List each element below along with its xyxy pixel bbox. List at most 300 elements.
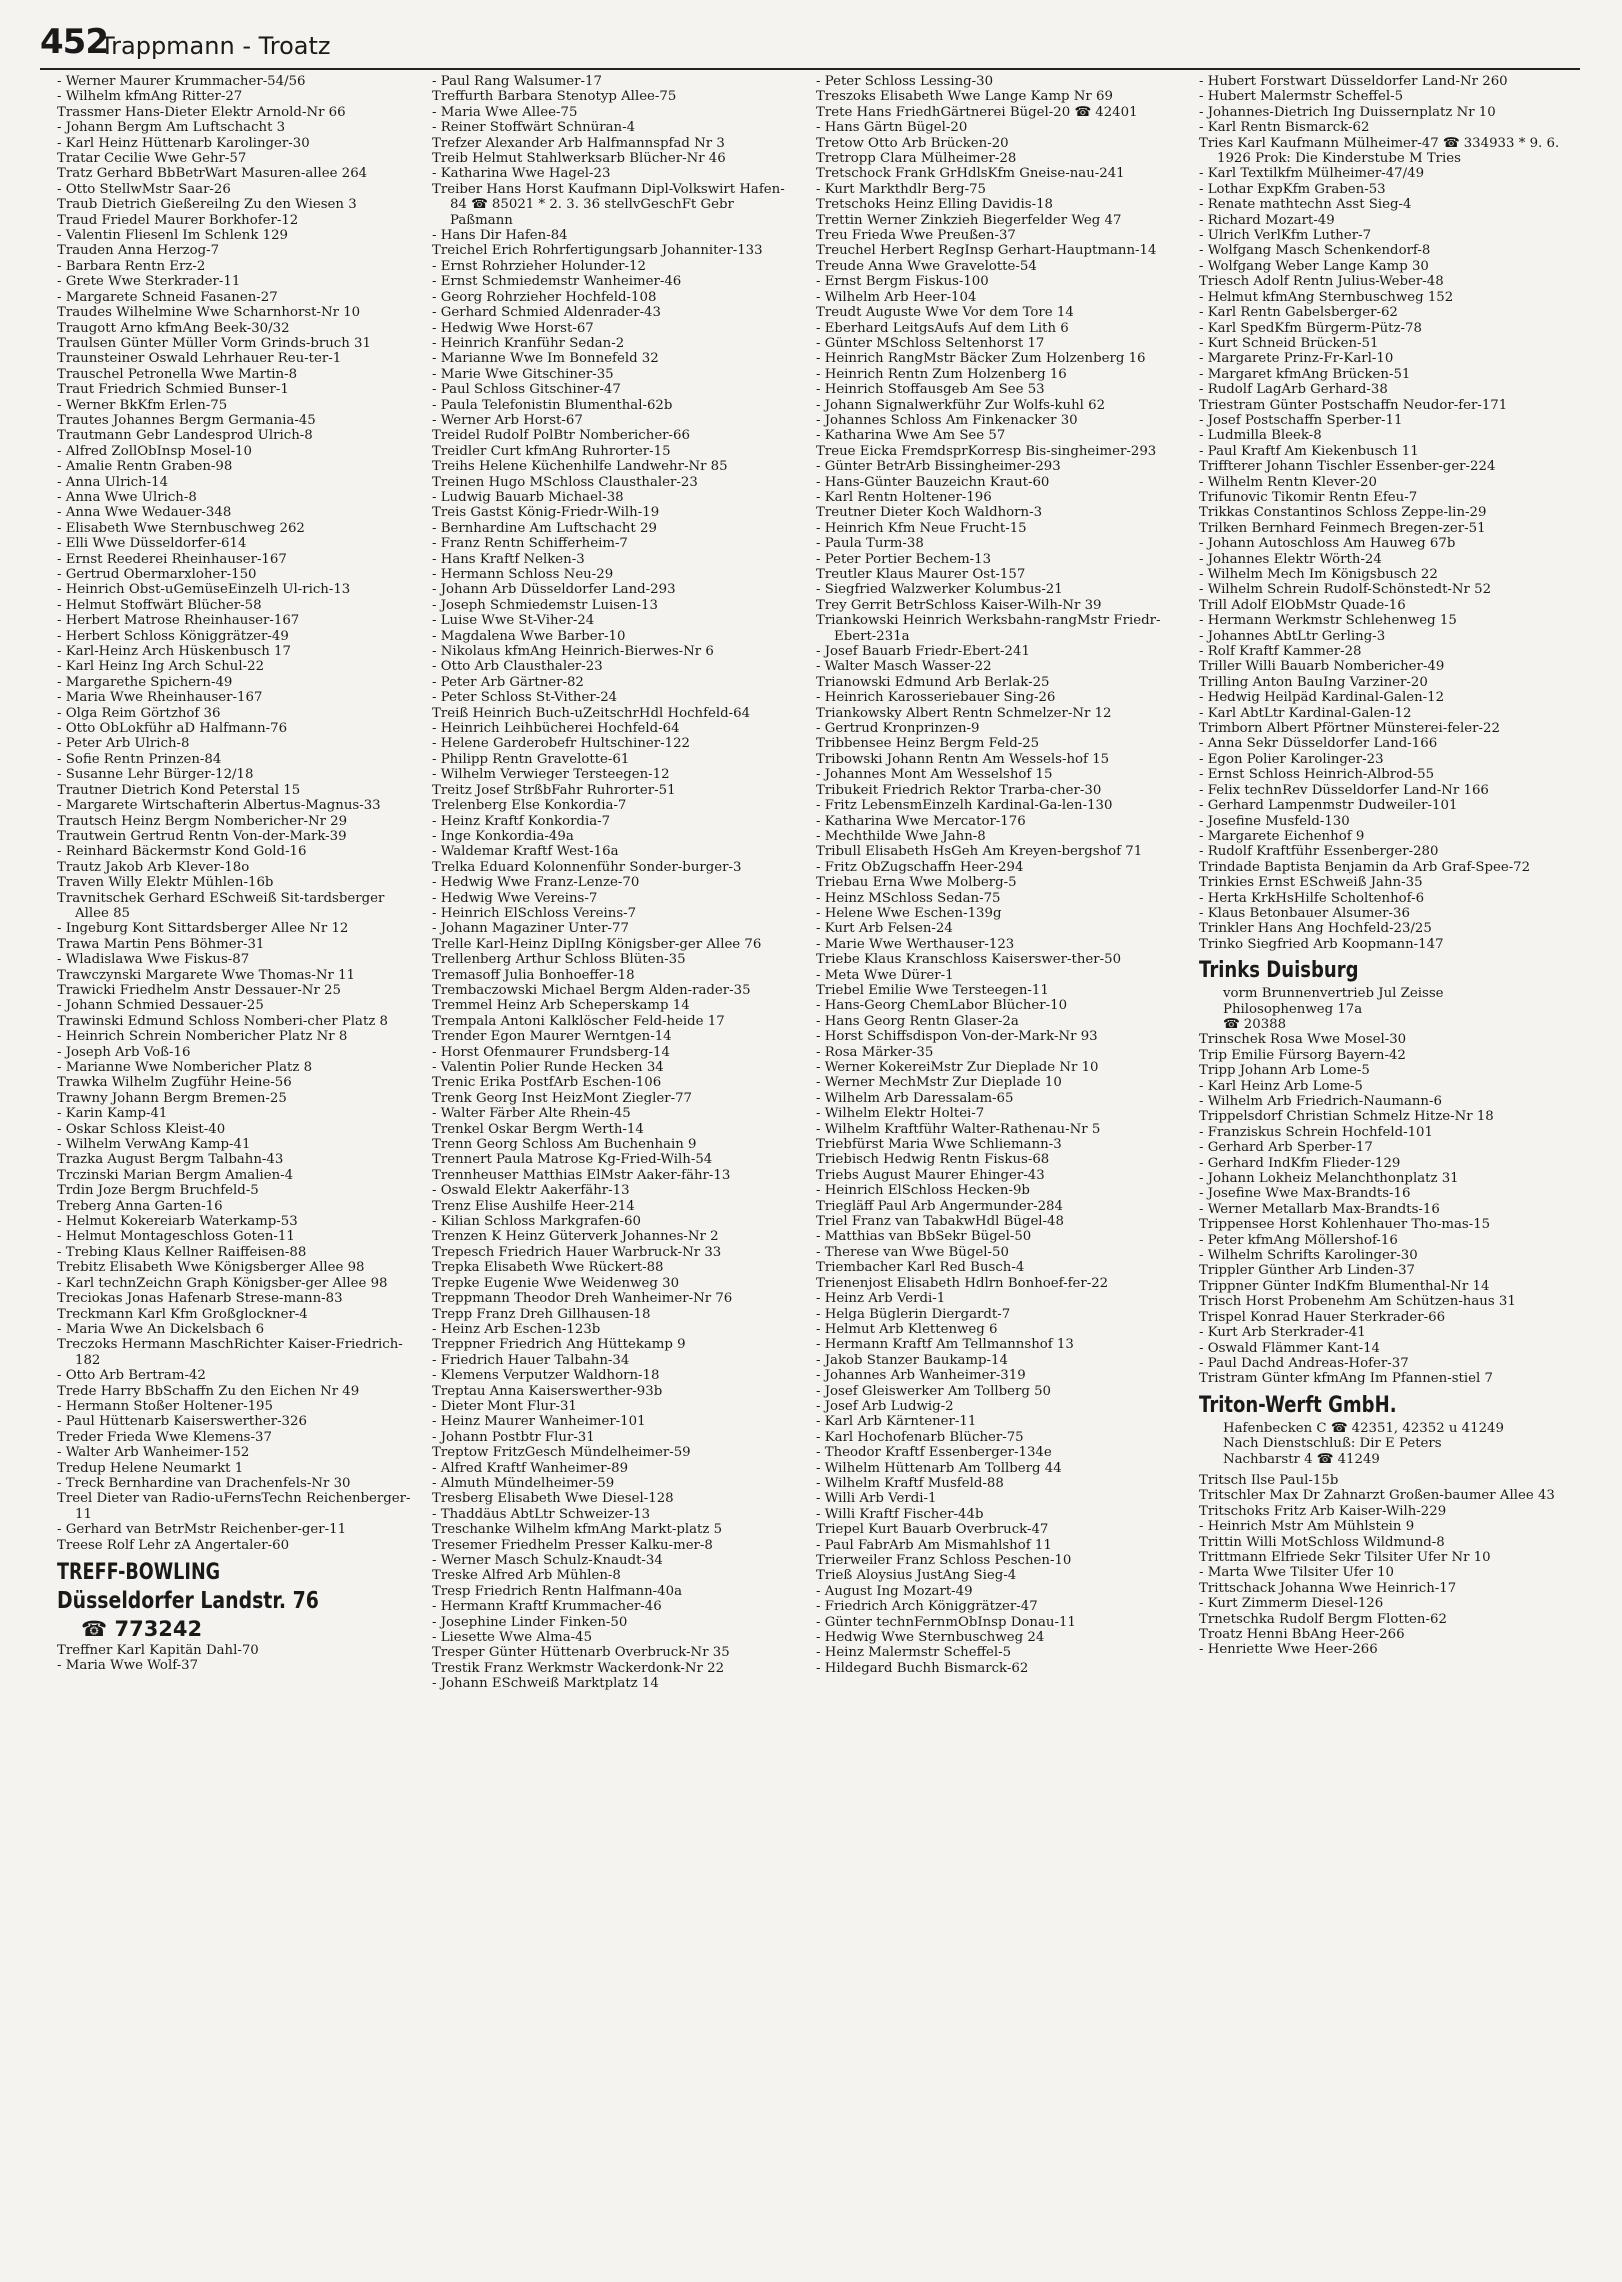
directory-entry: - Johann Postbtr Flur-31: [432, 1429, 595, 1445]
directory-entry: Trippelsdorf Christian Schmelz Hitze-Nr 18: [1199, 1109, 1494, 1125]
directory-entry: - Hubert Malermstr Scheffel-5: [1199, 89, 1404, 105]
directory-entry: Trender Egon Maurer Werntgen-14: [432, 1029, 672, 1045]
directory-entry: - Hans Kraftf Nelken-3: [432, 551, 585, 567]
directory-entry: - Johann Arb Düsseldorfer Land-293: [432, 582, 676, 598]
directory-entry: - Johann Autoschloss Am Hauweg 67b: [1199, 536, 1456, 552]
directory-entry: - Heinrich Kranführ Sedan-2: [432, 335, 625, 351]
directory-entry: - Hermann Schloss Neu-29: [432, 567, 614, 582]
directory-entry: - Karin Kamp-41: [57, 1106, 168, 1122]
directory-entry: - Marianne Wwe Nombericher Platz 8: [57, 1060, 313, 1075]
directory-entry: Trautner Dietrich Kond Peterstal 15: [57, 782, 301, 798]
directory-entry: - Maria Wwe Wolf-37: [57, 1658, 199, 1674]
directory-entry: Trefzer Alexander Arb Halfmannspfad Nr 3: [432, 135, 725, 151]
directory-entry: Trestik Franz Werkmstr Wackerdonk-Nr 22: [432, 1660, 725, 1676]
directory-entry: Tries Karl Kaufmann Mülheimer-47 ☎ 334933 * 9. 6. 1926 Prok: Die Kinderstube M Tries: [1199, 135, 1560, 167]
directory-entry: Tribukeit Friedrich Rektor Trarba-cher-30: [816, 782, 1102, 798]
directory-entry: - Amalie Rentn Graben-98: [57, 459, 233, 475]
directory-entry: - Renate mathtechn Asst Sieg-4: [1199, 197, 1412, 213]
directory-entry: - Fritz LebensmEinzelh Kardinal-Ga-len-130: [816, 798, 1113, 814]
directory-entry: Trelka Eduard Kolonnenführ Sonder-burger-3: [432, 859, 742, 875]
directory-entry: - Wilhelm Schrein Rudolf-Schönstedt-Nr 52: [1199, 582, 1492, 598]
directory-entry: Trinko Siegfried Arb Koopmann-147: [1199, 936, 1444, 952]
directory-entry: - Hans Dir Hafen-84: [432, 228, 568, 244]
directory-entry: Tristram Günter kfmAng Im Pfannen-stiel 7: [1199, 1371, 1493, 1387]
directory-entry: Triller Willi Bauarb Nombericher-49: [1199, 659, 1445, 675]
directory-entry: Triankowski Heinrich Werksbahn-rangMstr Friedr-Ebert-231a: [816, 613, 1161, 644]
directory-entry: - Barbara Rentn Erz-2: [57, 258, 206, 274]
directory-entry: - Oskar Schloss Kleist-40: [57, 1121, 226, 1137]
directory-entry: - Heinz Maurer Wanheimer-101: [432, 1414, 646, 1430]
directory-entry: - Hedwig Heilpäd Kardinal-Galen-12: [1199, 690, 1445, 706]
directory-entry: - Ernst Schloss Heinrich-Albrod-55: [1199, 767, 1435, 783]
directory-entry: - Gerhard Arb Sperber-17: [1199, 1140, 1373, 1156]
directory-entry: - Maria Wwe Rheinhauser-167: [57, 690, 263, 706]
directory-entry: - August Ing Mozart-49: [816, 1583, 973, 1599]
directory-entry: - Heinrich Rentn Zum Holzenberg 16: [816, 366, 1067, 382]
directory-entry: - Theodor Kraftf Essenberger-134e: [816, 1445, 1052, 1461]
directory-entry: - Wolfgang Masch Schenkendorf-8: [1199, 243, 1431, 259]
directory-entry: Treel Dieter van Radio-uFernsTechn Reichenberger-11: [57, 1491, 411, 1522]
directory-entry: Traudes Wilhelmine Wwe Scharnhorst-Nr 10: [57, 305, 361, 321]
directory-entry: - Hedwig Wwe Horst-67: [432, 320, 594, 336]
directory-entry: - Hans Gärtn Bügel-20: [816, 120, 968, 136]
directory-entry: - Kurt Arb Felsen-24: [816, 921, 953, 937]
directory-entry: Trindade Baptista Benjamin da Arb Graf-Spee-72: [1199, 859, 1531, 875]
directory-entry: - Elisabeth Wwe Sternbuschweg 262: [57, 520, 305, 536]
directory-entry: Traub Dietrich Gießereilng Zu den Wiesen 3: [57, 197, 357, 213]
directory-entry: - Paul Rang Walsumer-17: [432, 74, 602, 89]
directory-entry: Treutner Dieter Koch Waldhorn-3: [816, 505, 1043, 521]
directory-entry: Trip Emilie Fürsorg Bayern-42: [1199, 1047, 1406, 1063]
directory-entry: - Günter technFernmObInsp Donau-11: [816, 1614, 1076, 1630]
directory-entry: - Horst Ofenmaurer Frundsberg-14: [432, 1044, 670, 1060]
directory-entry: - Marie Wwe Werthauser-123: [816, 936, 1015, 952]
triton-ad-line: Nachbarstr 4 ☎ 41249: [1223, 1451, 1380, 1467]
directory-entry: - Johannes AbtLtr Gerling-3: [1199, 628, 1386, 644]
directory-entry: - Wilhelm Kraftführ Walter-Rathenau-Nr 5: [816, 1121, 1101, 1137]
entry-list: [57, 1643, 422, 1674]
directory-entry: - Josef Arb Ludwig-2: [816, 1398, 954, 1414]
directory-entry: Trierweiler Franz Schloss Peschen-10: [816, 1553, 1072, 1568]
directory-entry: - Johann Schmied Dessauer-25: [57, 998, 264, 1014]
directory-entry: Trisch Horst Probenehm Am Schützen-haus 31: [1199, 1294, 1516, 1310]
directory-entry: Trautmann Gebr Landesprod Ulrich-8: [57, 428, 313, 444]
directory-entry: - Werner Arb Horst-67: [432, 412, 583, 428]
directory-entry: - Johannes Mont Am Wesselshof 15: [816, 767, 1053, 783]
directory-entry: - Willi Arb Verdi-1: [816, 1491, 937, 1507]
entry-list: [432, 74, 797, 1692]
directory-entry: Treffner Karl Kapitän Dahl-70: [57, 1643, 259, 1658]
directory-entry: - Werner KokereiMstr Zur Dieplade Nr 10: [816, 1060, 1099, 1075]
directory-entry: - Ernst Schmiedemstr Wanheimer-46: [432, 274, 682, 290]
directory-entry: - Peter Schloss St-Vither-24: [432, 690, 618, 706]
entry-list: [816, 74, 1181, 1676]
directory-entry: Trauschel Petronella Wwe Martin-8: [57, 366, 298, 382]
directory-entry: Treue Eicka FremdsprKorresp Bis-singheimer-293: [816, 443, 1157, 459]
page-number: 452: [40, 22, 108, 62]
directory-entry: - Luise Wwe St-Viher-24: [432, 613, 595, 629]
directory-entry: - Johannes-Dietrich Ing Duissernplatz Nr 10: [1199, 104, 1496, 120]
directory-entry: Treckmann Karl Kfm Großglockner-4: [57, 1306, 308, 1322]
directory-entry: - Günter MSchloss Seltenhorst 17: [816, 335, 1045, 351]
directory-entry: Trauden Anna Herzog-7: [57, 243, 220, 259]
directory-entry: - Paul Dachd Andreas-Hofer-37: [1199, 1355, 1409, 1371]
directory-entry: - Heinz MSchloss Sedan-75: [816, 890, 1001, 906]
directory-entry: Trautz Jakob Arb Klever-18o: [57, 859, 250, 875]
directory-entry: Trebitz Elisabeth Wwe Königsberger Allee 98: [57, 1260, 365, 1276]
directory-entry: - Gerhard van BetrMstr Reichenber-ger-11: [57, 1522, 347, 1538]
directory-entry: - Fritz ObZugschaffn Heer-294: [816, 859, 1024, 875]
directory-entry: - Magdalena Wwe Barber-10: [432, 628, 626, 644]
directory-entry: Triepel Kurt Bauarb Overbruck-47: [816, 1522, 1049, 1538]
directory-entry: Trepke Eugenie Wwe Weidenweg 30: [432, 1275, 680, 1291]
directory-entry: - Maria Wwe An Dickelsbach 6: [57, 1321, 265, 1337]
directory-entry: - Hans-Günter Bauzeichn Kraut-60: [816, 474, 1050, 490]
directory-entry: Trawczynski Margarete Wwe Thomas-Nr 11: [57, 967, 355, 983]
directory-entry: Treiber Hans Horst Kaufmann Dipl-Volkswirt Hafen-84 ☎ 85021 * 2. 3. 36 stellvGeschFt Gebr Paßmann: [432, 181, 785, 228]
directory-entry: - Matthias van BbSekr Bügel-50: [816, 1229, 1032, 1245]
directory-entry: - Heinrich RangMstr Bäcker Zum Holzenberg 16: [816, 351, 1146, 367]
directory-entry: - Johann Lokheiz Melanchthonplatz 31: [1199, 1171, 1459, 1187]
directory-entry: Tresper Günter Hüttenarb Overbruck-Nr 35: [432, 1645, 730, 1661]
directory-entry: - Peter Schloss Lessing-30: [816, 74, 994, 89]
directory-entry: - Liesette Wwe Alma-45: [432, 1630, 593, 1646]
directory-entry: Traulsen Günter Müller Vorm Grinds-bruch 31: [57, 335, 371, 351]
directory-entry: Treppner Friedrich Ang Hüttekamp 9: [432, 1337, 686, 1353]
directory-entry: Trienenjost Elisabeth Hdlrn Bonhoef-fer-22: [816, 1275, 1109, 1291]
directory-entry: - Ernst Rohrzieher Holunder-12: [432, 258, 646, 274]
column-1: [57, 74, 422, 2269]
directory-entry: - Heinrich Schrein Nombericher Platz Nr 8: [57, 1029, 348, 1045]
directory-entry: Trimborn Albert Pförtner Münsterei-feler-22: [1199, 721, 1500, 737]
directory-entry: Trilken Bernhard Feinmech Bregen-zer-51: [1199, 520, 1486, 536]
directory-entry: - Heinz Kraftf Konkordia-7: [432, 813, 611, 829]
directory-entry: - Karl Heinz Arb Lome-5: [1199, 1078, 1363, 1094]
directory-entry: - Hermann Stoßer Holtener-195: [57, 1398, 273, 1414]
directory-entry: - Elli Wwe Düsseldorfer-614: [57, 536, 247, 552]
directory-entry: Triel Franz van TabakwHdl Bügel-48: [816, 1214, 1064, 1230]
directory-entry: Trennert Paula Matrose Kg-Fried-Wilh-54: [432, 1152, 713, 1168]
directory-entry: - Treck Bernhardine van Drachenfels-Nr 30: [57, 1475, 351, 1491]
directory-entry: - Ludmilla Bleek-8: [1199, 428, 1322, 444]
directory-entry: - Rudolf Kraftführ Essenberger-280: [1199, 844, 1439, 860]
directory-entry: - Wilhelm Hüttenarb Am Tollberg 44: [816, 1460, 1062, 1476]
directory-entry: Tritsch Ilse Paul-15b: [1199, 1472, 1339, 1488]
directory-entry: - Peter Arb Gärtner-82: [432, 674, 584, 690]
directory-entry: Triebe Klaus Kranschloss Kaiserswer-ther-50: [816, 952, 1122, 968]
directory-entry: Tresp Friedrich Rentn Halfmann-40a: [432, 1583, 682, 1599]
directory-entry: - Henriette Wwe Heer-266: [1199, 1642, 1378, 1658]
directory-entry: - Anna Sekr Düsseldorfer Land-166: [1199, 736, 1438, 752]
directory-entry: - Heinz Arb Verdi-1: [816, 1291, 946, 1307]
directory-entry: Tretow Otto Arb Brücken-20: [816, 135, 1009, 151]
column-2: [432, 74, 797, 2269]
entry-list: [57, 74, 422, 1553]
directory-entry: - Philipp Rentn Gravelotte-61: [432, 751, 630, 767]
directory-entry: Traut Friedrich Schmied Bunser-1: [57, 382, 289, 398]
directory-entry: - Wilhelm Elektr Holtei-7: [816, 1106, 985, 1122]
directory-entry: Trembaczowski Michael Bergm Alden-rader-35: [432, 982, 751, 998]
directory-entry: Tresberg Elisabeth Wwe Diesel-128: [432, 1491, 674, 1507]
directory-entry: - Werner Metallarb Max-Brandts-16: [1199, 1201, 1440, 1217]
directory-entry: - Josef Gleiswerker Am Tollberg 50: [816, 1383, 1052, 1399]
directory-entry: - Wilhelm Verwieger Tersteegen-12: [432, 767, 670, 783]
directory-entry: - Herbert Schloss Königgrätzer-49: [57, 628, 289, 644]
directory-entry: - Paula Telefonistin Blumenthal-62b: [432, 397, 673, 413]
directory-entry: Trawka Wilhelm Zugführ Heine-56: [57, 1075, 292, 1091]
directory-entry: Treis Gastst König-Friedr-Wilh-19: [432, 505, 660, 521]
directory-entry: Treder Frieda Wwe Klemens-37: [57, 1429, 272, 1445]
directory-entry: Treichel Erich Rohrfertigungsarb Johanniter-133: [432, 243, 763, 259]
directory-entry: - Kurt Zimmerm Diesel-126: [1199, 1596, 1384, 1612]
directory-entry: - Rosa Märker-35: [816, 1044, 934, 1060]
directory-entry: - Katharina Wwe Mercator-176: [816, 813, 1026, 829]
directory-entry: - Heinrich Obst-uGemüseEinzelh Ul-rich-13: [57, 582, 351, 598]
directory-entry: Tratz Gerhard BbBetrWart Masuren-allee 264: [57, 166, 368, 182]
directory-entry: - Karl Textilkfm Mülheimer-47/49: [1199, 166, 1425, 182]
directory-entry: - Heinrich Leihbücherei Hochfeld-64: [432, 721, 680, 737]
directory-entry: - Johann ESchweiß Marktplatz 14: [432, 1676, 659, 1692]
directory-entry: - Ernst Bergm Fiskus-100: [816, 274, 989, 290]
directory-entry: - Helga Büglerin Diergardt-7: [816, 1306, 1011, 1322]
directory-entry: - Marianne Wwe Im Bonnefeld 32: [432, 351, 659, 367]
directory-entry: - Lothar ExpKfm Graben-53: [1199, 181, 1386, 197]
directory-entry: - Hermann Kraftf Am Tellmannshof 13: [816, 1337, 1074, 1353]
directory-entry: Trikkas Constantinos Schloss Zeppe-lin-29: [1199, 505, 1487, 521]
directory-entry: Treutler Klaus Maurer Ost-157: [816, 567, 1026, 582]
directory-entry: Treu Frieda Wwe Preußen-37: [816, 228, 1016, 244]
directory-entry: - Karl AbtLtr Kardinal-Galen-12: [1199, 705, 1412, 721]
bowling-ad-phone: ☎ 773242: [81, 1617, 203, 1641]
directory-entry: Treptau Anna Kaiserswerther-93b: [432, 1383, 663, 1399]
directory-entry: - Ingeburg Kont Sittardsberger Allee Nr 12: [57, 921, 349, 937]
entry-list: [1199, 74, 1564, 952]
directory-entry: - Ulrich VerlKfm Luther-7: [1199, 228, 1372, 244]
bowling-ad-name: TREFF-BOWLING: [57, 1560, 221, 1585]
triton-ad-line: Hafenbecken C ☎ 42351, 42352 u 41249: [1223, 1420, 1504, 1436]
directory-entry: Trnetschka Rudolf Bergm Flotten-62: [1199, 1611, 1447, 1627]
directory-entry: - Katharina Wwe Am See 57: [816, 428, 1006, 444]
directory-entry: - Johann Signalwerkführ Zur Wolfs-kuhl 62: [816, 397, 1106, 413]
directory-entry: - Wilhelm Arb Daressalam-65: [816, 1090, 1014, 1106]
directory-entry: - Hedwig Wwe Sternbuschweg 24: [816, 1630, 1045, 1646]
directory-entry: - Kurt Markthdlr Berg-75: [816, 181, 986, 197]
entry-list: [1199, 1032, 1564, 1386]
directory-entry: - Helmut Stoffwärt Blücher-58: [57, 597, 262, 613]
directory-entry: - Hedwig Wwe Vereins-7: [432, 890, 598, 906]
directory-entry: - Karl-Heinz Arch Hüskenbusch 17: [57, 644, 291, 660]
directory-entry: Trispel Konrad Hauer Sterkrader-66: [1199, 1309, 1446, 1325]
directory-entry: - Karl Hochofenarb Blücher-75: [816, 1429, 1024, 1445]
directory-entry: Trianowski Edmund Arb Berlak-25: [816, 674, 1050, 690]
directory-entry: - Trebing Klaus Kellner Raiffeisen-88: [57, 1244, 307, 1260]
directory-entry: - Heinrich Kfm Neue Frucht-15: [816, 520, 1027, 536]
directory-entry: - Walter Arb Wanheimer-152: [57, 1445, 250, 1461]
directory-entry: Treude Anna Wwe Gravelotte-54: [816, 258, 1037, 274]
directory-entry: Trazka August Bergm Talbahn-43: [57, 1152, 284, 1168]
directory-entry: - Susanne Lehr Bürger-12/18: [57, 767, 254, 783]
directory-entry: - Wilhelm Schrifts Karolinger-30: [1199, 1248, 1418, 1264]
directory-entry: - Paula Turm-38: [816, 536, 924, 552]
directory-entry: Trelenberg Else Konkordia-7: [432, 798, 627, 814]
directory-entry: - Richard Mozart-49: [1199, 212, 1335, 228]
directory-entry: - Heinz Malermstr Scheffel-5: [816, 1645, 1012, 1661]
directory-entry: Trede Harry BbSchaffn Zu den Eichen Nr 49: [57, 1383, 360, 1399]
directory-entry: Trennheuser Matthias ElMstr Aaker-fähr-13: [432, 1167, 731, 1183]
directory-entry: Trittmann Elfriede Sekr Tilsiter Ufer Nr 10: [1199, 1549, 1491, 1565]
directory-entry: - Paul Kraftf Am Kiekenbusch 11: [1199, 443, 1419, 459]
directory-entry: - Marta Wwe Tilsiter Ufer 10: [1199, 1565, 1395, 1581]
directory-entry: Trinschek Rosa Wwe Mosel-30: [1199, 1032, 1407, 1048]
directory-entry: Tretschock Frank GrHdlsKfm Gneise-nau-241: [816, 166, 1125, 182]
directory-entry: - Karl technZeichn Graph Königsber-ger Allee 98: [57, 1275, 388, 1291]
directory-entry: - Margarete Eichenhof 9: [1199, 828, 1365, 844]
directory-entry: Triebs August Maurer Ehinger-43: [816, 1167, 1045, 1183]
directory-entry: Trippensee Horst Kohlenhauer Tho-mas-15: [1199, 1217, 1491, 1233]
directory-entry: - Horst Schiffsdispon Von-der-Mark-Nr 93: [816, 1029, 1098, 1045]
directory-entry: - Johannes Elektr Wörth-24: [1199, 551, 1382, 567]
directory-entry: Triebisch Hedwig Rentn Fiskus-68: [816, 1152, 1050, 1168]
directory-entry: Trelle Karl-Heinz DiplIng Königsber-ger Allee 76: [432, 936, 762, 952]
directory-entry: Trdin Joze Bergm Bruchfeld-5: [57, 1183, 259, 1199]
directory-entry: - Helene Garderobefr Hultschiner-122: [432, 736, 691, 752]
directory-entry: Trenn Georg Schloss Am Buchenhain 9: [432, 1137, 697, 1153]
directory-entry: - Hedwig Wwe Franz-Lenze-70: [432, 875, 640, 891]
directory-entry: Treidel Rudolf PolBtr Nombericher-66: [432, 428, 690, 444]
directory-entry: - Helmut Montageschloss Goten-11: [57, 1229, 295, 1245]
triton-ad-name: Triton-Werft GmbH.: [1199, 1392, 1397, 1418]
directory-entry: Tripp Johann Arb Lome-5: [1199, 1063, 1370, 1079]
directory-entry: - Gertrud Kronprinzen-9: [816, 721, 980, 737]
directory-entry: Tritschler Max Dr Zahnarzt Großen-baumer Allee 43: [1199, 1488, 1555, 1504]
directory-entry: - Karl Rentn Gabelsberger-62: [1199, 305, 1398, 321]
directory-entry: - Mechthilde Wwe Jahn-8: [816, 828, 986, 844]
directory-entry: - Ernst Reederei Rheinhauser-167: [57, 551, 287, 567]
page-header: [40, 20, 1580, 70]
directory-entry: Trieß Aloysius JustAng Sieg-4: [816, 1568, 1017, 1584]
page-range: Trappmann - Troatz: [100, 32, 331, 60]
directory-entry: - Herta KrkHsHilfe Scholtenhof-6: [1199, 890, 1425, 906]
directory-entry: - Hans-Georg ChemLabor Blücher-10: [816, 998, 1068, 1014]
directory-entry: - Heinrich Karosseriebauer Sing-26: [816, 690, 1056, 706]
directory-entry: - Oswald Elektr Aakerfähr-13: [432, 1183, 630, 1199]
directory-entry: - Gerhard IndKfm Flieder-129: [1199, 1155, 1401, 1171]
directory-entry: Tredup Helene Neumarkt 1: [57, 1460, 244, 1476]
directory-entry: - Katharina Wwe Hagel-23: [432, 166, 611, 182]
directory-entry: Treberg Anna Garten-16: [57, 1198, 223, 1214]
directory-entry: - Georg Rohrzieher Hochfeld-108: [432, 289, 657, 305]
directory-entry: - Friedrich Hauer Talbahn-34: [432, 1352, 630, 1368]
directory-entry: Triebau Erna Wwe Molberg-5: [816, 875, 1017, 891]
directory-entry: - Hubert Forstwart Düsseldorfer Land-Nr 260: [1199, 74, 1508, 89]
directory-entry: - Walter Masch Wasser-22: [816, 659, 992, 675]
directory-entry: - Oswald Flämmer Kant-14: [1199, 1340, 1381, 1356]
directory-entry: Trepesch Friedrich Hauer Warbruck-Nr 33: [432, 1244, 722, 1260]
directory-entry: - Kilian Schloss Markgrafen-60: [432, 1214, 641, 1230]
directory-entry: - Kurt Schneid Brücken-51: [1199, 335, 1379, 351]
trinks-ad-line: vorm Brunnenvertrieb Jul Zeisse: [1223, 986, 1444, 1002]
directory-entry: - Wilhelm kfmAng Ritter-27: [57, 89, 243, 105]
directory-entry: Trinkler Hans Ang Hochfeld-23/25: [1199, 921, 1432, 937]
directory-entry: - Maria Wwe Allee-75: [432, 104, 578, 120]
directory-entry: - Wilhelm Arb Friedrich-Naumann-6: [1199, 1094, 1442, 1109]
directory-entry: Tratar Cecilie Wwe Gehr-57: [57, 151, 247, 167]
directory-entry: Traven Willy Elektr Mühlen-16b: [57, 875, 274, 891]
directory-entry: Trenz Elise Aushilfe Heer-214: [432, 1198, 635, 1214]
directory-entry: - Eberhard LeitgsAufs Auf dem Lith 6: [816, 320, 1069, 336]
directory-entry: Tribowski Johann Rentn Am Wessels-hof 15: [816, 751, 1110, 767]
directory-entry: - Karl SpedKfm Bürgerm-Pütz-78: [1199, 320, 1422, 336]
directory-entry: - Josephine Linder Finken-50: [432, 1614, 628, 1630]
directory-entry: - Karl Heinz Hüttenarb Karolinger-30: [57, 135, 310, 151]
directory-entry: - Heinz Arb Eschen-123b: [432, 1321, 601, 1337]
directory-entry: Trempala Antoni Kalklöscher Feld-heide 17: [432, 1013, 725, 1029]
directory-entry: Treczoks Hermann MaschRichter Kaiser-Friedrich-182: [57, 1337, 403, 1368]
directory-entry: - Hermann Kraftf Krummacher-46: [432, 1599, 662, 1615]
directory-entry: Trete Hans FriedhGärtnerei Bügel-20 ☎ 42401: [816, 104, 1138, 120]
directory-entry: - Karl Rentn Holtener-196: [816, 489, 992, 505]
directory-entry: Triegläff Paul Arb Angermunder-284: [816, 1198, 1063, 1214]
directory-entry: Trittschack Johanna Wwe Heinrich-17: [1199, 1580, 1457, 1596]
directory-entry: - Werner BkKfm Erlen-75: [57, 397, 228, 413]
directory-entry: - Egon Polier Karolinger-23: [1199, 751, 1384, 767]
trinks-ad-phone: ☎ 20388: [1223, 1016, 1287, 1032]
directory-entry: - Wilhelm Rentn Klever-20: [1199, 474, 1377, 490]
directory-entry: Trill Adolf ElObMstr Quade-16: [1199, 597, 1406, 613]
directory-entry: - Wilhelm Kraftf Musfeld-88: [816, 1475, 1004, 1491]
directory-entry: - Thaddäus AbtLtr Schweizer-13: [432, 1506, 651, 1522]
column-3: [816, 74, 1181, 2269]
bowling-ad-address: Düsseldorfer Landstr. 76: [57, 1588, 319, 1614]
directory-entry: - Karl Arb Kärntener-11: [816, 1414, 977, 1430]
directory-entry: - Margaret kfmAng Brücken-51: [1199, 366, 1411, 382]
directory-entry: - Herbert Matrose Rheinhauser-167: [57, 613, 300, 629]
directory-entry: Trippler Günther Arb Linden-37: [1199, 1263, 1416, 1279]
directory-entry: Tribull Elisabeth HsGeh Am Kreyen-bergshof 71: [816, 844, 1143, 860]
directory-entry: Trawa Martin Pens Böhmer-31: [57, 936, 265, 952]
directory-entry: - Almuth Mündelheimer-59: [432, 1475, 615, 1491]
directory-entry: - Sofie Rentn Prinzen-84: [57, 751, 222, 767]
directory-entry: - Reinhard Bäckermstr Kond Gold-16: [57, 844, 307, 860]
directory-entry: Trey Gerrit BetrSchloss Kaiser-Wilh-Nr 39: [816, 597, 1102, 613]
directory-entry: - Gertrud Obermarxloher-150: [57, 567, 257, 582]
entry-list: [1199, 1473, 1564, 1658]
directory-entry: Treschanke Wilhelm kfmAng Markt-platz 5: [432, 1522, 723, 1538]
directory-entry: - Dieter Mont Flur-31: [432, 1398, 577, 1414]
directory-entry: Treffurth Barbara Stenotyp Allee-75: [432, 89, 677, 105]
directory-entry: - Johannes Arb Wanheimer-319: [816, 1368, 1026, 1384]
directory-entry: Trautwein Gertrud Rentn Von-der-Mark-39: [57, 828, 347, 844]
directory-entry: - Anna Ulrich-14: [57, 474, 169, 490]
directory-entry: Treppmann Theodor Dreh Wanheimer-Nr 76: [432, 1291, 733, 1307]
directory-entry: - Klaus Betonbauer Alsumer-36: [1199, 905, 1410, 921]
directory-entry: - Margarethe Spichern-49: [57, 674, 233, 690]
directory-entry: - Walter Färber Alte Rhein-45: [432, 1106, 631, 1122]
directory-entry: - Günter BetrArb Bissingheimer-293: [816, 459, 1061, 475]
directory-entry: Trippner Günter IndKfm Blumenthal-Nr 14: [1199, 1278, 1490, 1294]
directory-entry: - Marie Wwe Gitschiner-35: [432, 366, 614, 382]
directory-entry: - Inge Konkordia-49a: [432, 828, 574, 844]
directory-entry: - Werner Maurer Krummacher-54/56: [57, 74, 306, 89]
directory-entry: - Wilhelm VerwAng Kamp-41: [57, 1137, 251, 1153]
directory-entry: Trczinski Marian Bergm Amalien-4: [57, 1167, 294, 1183]
directory-entry: Trellenberg Arthur Schloss Blüten-35: [432, 952, 686, 968]
directory-entry: Triestram Günter Postschaffn Neudor-fer-171: [1199, 397, 1508, 413]
directory-entry: - Josefine Musfeld-130: [1199, 813, 1350, 829]
directory-entry: - Wilhelm Arb Heer-104: [816, 289, 977, 305]
directory-entry: - Werner MechMstr Zur Dieplade 10: [816, 1075, 1062, 1091]
directory-entry: - Nikolaus kfmAng Heinrich-Bierwes-Nr 6: [432, 644, 714, 660]
